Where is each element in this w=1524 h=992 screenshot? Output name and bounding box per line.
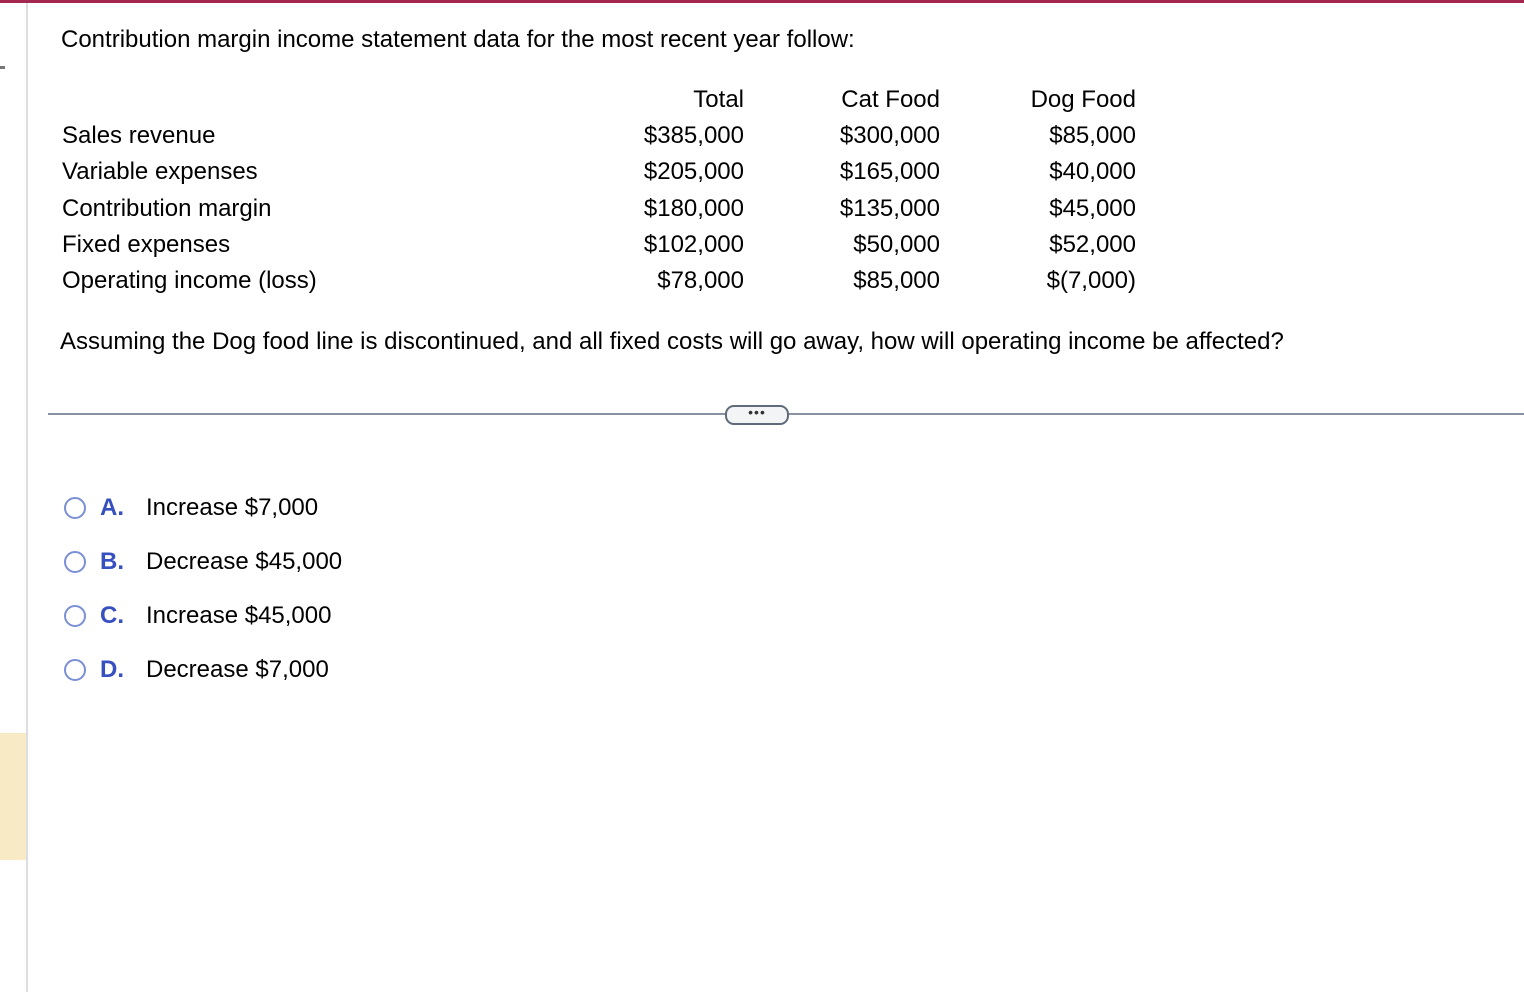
header-cat-food: Cat Food [841,86,940,114]
table-row [52,118,1146,154]
intro-text: Contribution margin income statement data for the most recent year follow: [61,26,855,53]
header-blank [52,82,558,118]
dog-food-cell: $52,000 [1049,230,1136,258]
total-cell: $78,000 [657,267,744,295]
dog-food-cell: $(7,000) [1046,267,1136,295]
cat-food-cell: $300,000 [839,122,940,150]
question-text: Assuming the Dog food line is discontinued, and all fixed costs will go away, how will operating income be affected? [60,328,1284,355]
option-a[interactable] [64,493,318,523]
cat-food-cell: $165,000 [839,158,940,186]
table-row [52,191,1146,227]
cat-food-cell: $50,000 [853,230,940,258]
option-d[interactable] [64,655,329,685]
total-cell: $205,000 [643,158,744,186]
radio-button[interactable] [64,551,86,573]
table-row [52,263,1146,299]
cat-food-cell: $85,000 [853,267,940,295]
header-dog-food: Dog Food [1030,86,1136,114]
table-header-row [52,82,1146,118]
row-label: Operating income (loss) [62,267,317,295]
option-c[interactable] [64,601,331,631]
row-label: Fixed expenses [62,230,231,258]
option-letter: A. [100,494,124,521]
option-text: Increase $45,000 [146,602,332,629]
option-text: Decrease $45,000 [146,548,343,575]
table-row [52,154,1146,190]
total-cell: $102,000 [643,230,744,258]
option-letter: D. [100,656,124,683]
radio-button[interactable] [64,605,86,627]
top-accent-bar [0,0,1524,3]
income-statement-table [52,82,1146,299]
row-label: Sales revenue [62,122,216,150]
option-text: Decrease $7,000 [146,656,329,683]
row-label: Variable expenses [62,158,258,186]
expand-more-button[interactable]: ••• [725,405,789,425]
option-letter: C. [100,602,124,629]
dog-food-cell: $45,000 [1049,194,1136,222]
radio-button[interactable] [64,497,86,519]
total-cell: $385,000 [643,122,744,150]
table-row [52,227,1146,263]
left-rail-marker [0,66,5,69]
option-text: Increase $7,000 [146,494,319,521]
left-rail-highlight [0,733,26,860]
cat-food-cell: $135,000 [839,194,940,222]
total-cell: $180,000 [643,194,744,222]
radio-button[interactable] [64,659,86,681]
row-label: Contribution margin [62,194,272,222]
dog-food-cell: $40,000 [1049,158,1136,186]
left-rail-border [26,3,28,992]
header-total: Total [693,86,744,114]
option-letter: B. [100,548,124,575]
dog-food-cell: $85,000 [1049,122,1136,150]
option-b[interactable] [64,547,342,577]
